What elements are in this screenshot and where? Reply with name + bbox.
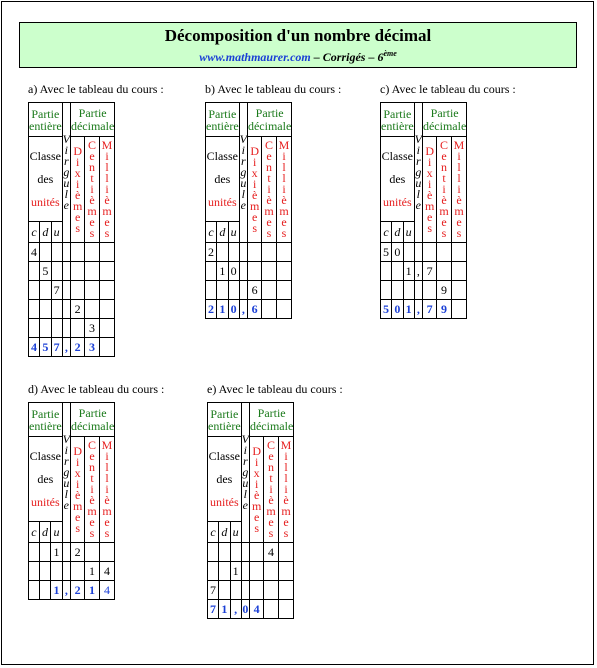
total-row [29,581,115,600]
col-u-header: u [51,522,62,543]
table-cell [39,543,51,562]
col-u-header: u [51,222,62,243]
col-d-header: d [217,222,229,243]
col-d-header: d [40,222,52,243]
table-cell [249,543,263,562]
place-value-table [207,402,294,619]
table-cell: 5 [40,262,52,281]
milliemes-header: M i l l i è m e s [99,137,115,243]
table-cell: 2 [206,243,217,262]
table-cell [228,243,239,262]
table-cell: 6 [247,281,261,300]
dixiemes-header: D i x i è m e s [70,437,84,543]
dixiemes-header: D i x i è m e s [70,137,84,243]
table-cell [219,562,231,581]
total-cell: 4 [99,581,115,600]
table-cell [249,581,263,600]
table-cell [437,262,451,281]
table-cell [278,543,294,562]
table-cell [40,300,52,319]
table-cell [414,243,422,262]
total-cell [264,600,278,619]
total-cell: , [230,600,241,619]
col-c-header: c [206,222,217,243]
total-cell: 1 [403,300,414,319]
table-row [381,281,467,300]
table-cell [392,262,404,281]
classe-des-unites: Classe des unités [29,437,63,522]
table-cell [99,319,115,338]
table-cell [29,300,40,319]
exercise-label: d) Avec le tableau du cours : [28,382,165,396]
col-u-header: u [230,522,241,543]
total-cell: 0 [228,300,239,319]
table-cell [62,319,70,338]
table-cell [62,243,70,262]
table-cell: 1 [85,562,99,581]
table-cell [85,300,99,319]
table-cell: 2 [70,300,84,319]
table-row [29,319,115,338]
table-cell [99,543,115,562]
table-cell [239,262,247,281]
col-c-header: c [29,222,40,243]
table-cell [40,281,52,300]
table-cell [99,300,115,319]
header-partie-decimale: Partie décimale [70,103,114,137]
col-d-header: d [392,222,404,243]
centiemes-header: C e n t i è m e s [262,137,276,243]
exercise-label: e) Avec le tableau du cours : [207,382,343,396]
milliemes-header: M i l l i è m e s [276,137,292,243]
header-banner [19,22,577,68]
table-cell [381,281,392,300]
total-cell [29,581,40,600]
total-cell [262,300,276,319]
subtitle-text: – Corrigés – 6 [310,50,384,64]
total-cell: 5 [381,300,392,319]
table-cell [70,562,84,581]
total-cell: 3 [85,338,99,357]
table-cell: 1 [51,543,62,562]
virgule-column-header: V i r g u l e [62,103,70,243]
header-partie-entiere: Partie entière [208,403,242,437]
table-cell [39,562,51,581]
table-cell [219,543,231,562]
table-cell [262,243,276,262]
total-cell: 4 [249,600,263,619]
total-cell: 5 [40,338,52,357]
table-cell [414,281,422,300]
table-row [206,281,292,300]
table-cell [40,319,52,338]
table-cell [403,281,414,300]
table-row [29,243,115,262]
virgule-column-header: V i r g u l e [241,403,249,543]
table-cell [276,243,292,262]
table-cell [70,262,84,281]
exercise-label: b) Avec le tableau du cours : [205,82,342,96]
table-cell: , [414,262,422,281]
col-c-header: c [208,522,219,543]
table-cell: 0 [392,243,404,262]
table-cell [85,262,99,281]
total-cell [451,300,467,319]
table-cell [249,562,263,581]
table-cell: 4 [29,243,40,262]
table-cell [247,262,261,281]
table-cell: 1 [403,262,414,281]
classe-des-unites: Classe des unités [381,137,415,222]
table-cell [264,562,278,581]
table-row [29,543,115,562]
total-cell: , [239,300,247,319]
table-row [29,281,115,300]
total-cell: 0 [392,300,404,319]
table-cell: 7 [208,581,219,600]
total-row [381,300,467,319]
table-cell [62,543,70,562]
col-u-header: u [403,222,414,243]
table-row [29,562,115,581]
table-cell [85,243,99,262]
table-cell [206,262,217,281]
exercise-label: c) Avec le tableau du cours : [380,82,516,96]
virgule-column-header: V i r g u l e [414,103,422,243]
table-cell: 3 [85,319,99,338]
header-partie-entiere: Partie entière [29,103,63,137]
centiemes-header: C e n t i è m e s [437,137,451,243]
table-cell [29,562,40,581]
table-cell [247,243,261,262]
table-cell [219,581,231,600]
table-cell [262,262,276,281]
milliemes-header: M i l l i è m e s [278,437,294,543]
col-d-header: d [39,522,51,543]
total-cell: 4 [29,338,40,357]
total-cell: 1 [51,581,62,600]
total-cell: 0 [241,600,249,619]
table-cell [70,243,84,262]
table-cell [206,281,217,300]
total-cell: , [414,300,422,319]
table-cell [208,562,219,581]
table-cell [241,562,249,581]
classe-des-unites: Classe des unités [206,137,240,222]
table-row [208,543,294,562]
total-cell: 2 [70,338,84,357]
table-cell [230,581,241,600]
table-cell [239,281,247,300]
total-row [206,300,292,319]
header-partie-decimale: Partie décimale [247,103,291,137]
table-cell: 2 [70,543,84,562]
table-cell: 4 [264,543,278,562]
header-partie-entiere: Partie entière [206,103,240,137]
table-cell [264,581,278,600]
header-partie-decimale: Partie décimale [70,403,114,437]
place-value-table [205,102,292,319]
table-row [206,262,292,281]
table-cell [422,281,436,300]
table-cell: 4 [99,562,115,581]
total-cell: 9 [437,300,451,319]
table-cell [422,243,436,262]
total-cell: 7 [208,600,219,619]
table-row [29,300,115,319]
total-cell [276,300,292,319]
table-row [208,562,294,581]
table-cell [29,281,40,300]
total-cell: 7 [422,300,436,319]
table-cell [29,543,40,562]
total-cell: 1 [85,581,99,600]
table-cell [51,562,62,581]
header-partie-entiere: Partie entière [381,103,415,137]
table-row [381,243,467,262]
dixiemes-header: D i x i è m e s [249,437,263,543]
classe-des-unites: Classe des unités [29,137,63,222]
place-value-table [380,102,467,319]
total-row [29,338,115,357]
table-cell [51,243,62,262]
table-cell: 1 [230,562,241,581]
table-cell [239,243,247,262]
table-cell [99,262,115,281]
table-row [29,262,115,281]
place-value-table [28,102,115,357]
table-cell [99,281,115,300]
table-cell [40,243,52,262]
exercise-label: a) Avec le tableau du cours : [28,82,164,96]
total-cell: 1 [217,300,229,319]
table-cell [381,262,392,281]
table-cell [85,543,99,562]
table-cell [62,300,70,319]
table-cell [276,262,292,281]
dixiemes-header: D i x i è m e s [422,137,436,243]
table-cell [230,543,241,562]
total-cell: 2 [206,300,217,319]
table-cell [29,319,40,338]
centiemes-header: C e n t i è m e s [264,437,278,543]
header-partie-entiere: Partie entière [29,403,63,437]
col-c-header: c [29,522,40,543]
total-cell [278,600,294,619]
page-title: Décomposition d'un nombre décimal [164,26,432,45]
header-partie-decimale: Partie décimale [249,403,293,437]
table-cell [208,543,219,562]
table-cell [262,281,276,300]
total-cell [99,338,115,357]
page-subtitle [20,49,576,65]
table-cell [51,300,62,319]
table-row [206,243,292,262]
table-cell [403,243,414,262]
table-cell [278,581,294,600]
table-cell [70,319,84,338]
total-cell: , [62,581,70,600]
table-cell [241,543,249,562]
table-cell [228,281,239,300]
total-cell: 6 [247,300,261,319]
table-cell [451,281,467,300]
table-cell: 0 [228,262,239,281]
table-cell [29,262,40,281]
classe-des-unites: Classe des unités [208,437,242,522]
table-cell [62,281,70,300]
total-cell: 2 [70,581,84,600]
table-cell [85,281,99,300]
table-cell [392,281,404,300]
col-d-header: d [219,522,231,543]
site-link[interactable]: www.mathmaurer.com [199,50,311,64]
place-value-table [28,402,115,600]
table-cell [70,281,84,300]
virgule-column-header: V i r g u l e [239,103,247,243]
table-cell: 9 [437,281,451,300]
total-row [208,600,294,619]
milliemes-header: M i l l i è m e s [451,137,467,243]
table-row [208,581,294,600]
table-cell [437,243,451,262]
col-c-header: c [381,222,392,243]
table-cell [276,281,292,300]
milliemes-header: M i l l i è m e s [99,437,115,543]
table-row [381,262,467,281]
col-u-header: u [228,222,239,243]
table-cell [451,243,467,262]
table-cell [99,243,115,262]
centiemes-header: C e n t i è m e s [85,137,99,243]
table-cell [241,581,249,600]
subtitle-sup: ème [383,49,397,58]
table-cell [451,262,467,281]
table-cell [217,281,229,300]
total-cell [39,581,51,600]
table-cell: 5 [381,243,392,262]
dixiemes-header: D i x i è m e s [247,137,261,243]
table-cell [62,562,70,581]
table-cell: 7 [422,262,436,281]
worksheet-page [1,1,594,665]
table-cell: 1 [217,262,229,281]
virgule-column-header: V i r g u l e [62,403,70,543]
table-cell: 7 [51,281,62,300]
table-cell [51,319,62,338]
table-cell [62,262,70,281]
total-cell: , [62,338,70,357]
header-partie-decimale: Partie décimale [422,103,466,137]
table-cell [217,243,229,262]
total-cell: 1 [219,600,231,619]
centiemes-header: C e n t i è m e s [85,437,99,543]
total-cell: 7 [51,338,62,357]
table-cell [51,262,62,281]
table-cell [278,562,294,581]
